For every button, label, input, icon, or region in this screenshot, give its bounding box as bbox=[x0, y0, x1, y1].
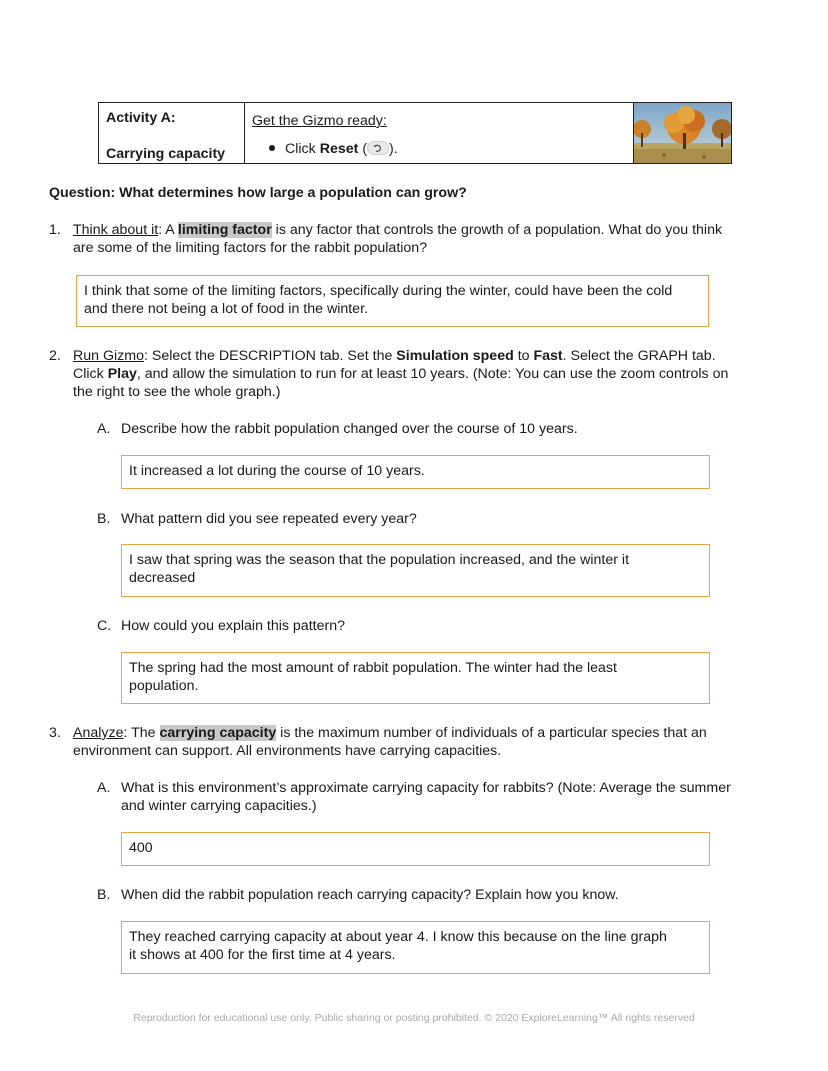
answer-1-line1: I think that some of the limiting factors, specifically during the winter, could have been the cold bbox=[84, 283, 673, 299]
item-1-text-a: A bbox=[162, 222, 178, 238]
item-1-line2: are some of the limiting factors for the rabbit population? bbox=[73, 240, 428, 256]
item-2b-label: B. bbox=[97, 511, 111, 527]
item-2-number: 2. bbox=[49, 348, 61, 364]
item-1-text-b: is any factor that controls the growth of a population. What do you think bbox=[271, 222, 723, 238]
answer-2c-line1: The spring had the most amount of rabbit population. The winter had the least bbox=[129, 660, 617, 676]
item-2-lead: Run Gizmo bbox=[73, 348, 144, 364]
answer-box-2c[interactable] bbox=[121, 652, 710, 704]
item-1-lead: Think about it bbox=[73, 222, 159, 238]
item-2-line2 bbox=[73, 365, 728, 383]
answer-2c-line2: population. bbox=[129, 678, 199, 694]
answer-box-3b[interactable] bbox=[121, 921, 710, 974]
setup-title: Get the Gizmo ready: bbox=[252, 113, 387, 129]
item-2-line2-a: Click bbox=[73, 366, 108, 382]
item-3-text-a: : The bbox=[123, 725, 160, 741]
answer-2b-line1: I saw that spring was the season that the population increased, and the winter it bbox=[129, 552, 630, 568]
item-2-text-e: . Select the GRAPH tab. bbox=[562, 348, 716, 364]
fast-term: Fast bbox=[533, 348, 563, 364]
answer-box-2a[interactable] bbox=[121, 455, 710, 489]
setup-step bbox=[269, 140, 398, 158]
item-3-number: 3. bbox=[49, 725, 61, 741]
activity-label-cell bbox=[99, 103, 245, 163]
autumn-tree-image bbox=[634, 103, 731, 163]
item-2-line2-c: , and allow the simulation to run for at least 10 years. (Note: You can use the zoom controls on bbox=[136, 366, 729, 382]
bullet-icon bbox=[269, 145, 275, 151]
item-3-text-b: is the maximum number of individuals of a particular species that an bbox=[276, 725, 707, 741]
activity-header-table bbox=[98, 102, 732, 164]
answer-box-1[interactable] bbox=[76, 275, 709, 327]
reset-icon bbox=[367, 141, 389, 155]
open-paren: ( bbox=[362, 141, 368, 157]
item-3a-line2: and winter carrying capacities.) bbox=[121, 798, 317, 814]
question-heading: Question: What determines how large a population can grow? bbox=[49, 185, 467, 201]
item-1-line1 bbox=[73, 221, 722, 239]
activity-setup-cell bbox=[245, 103, 634, 163]
activity-label: Activity A: bbox=[106, 110, 176, 126]
item-3-line2: environment can support. All environments have carrying capacities. bbox=[73, 743, 502, 759]
item-3a-line1: What is this environment’s approximate carrying capacity for rabbits? (Note: Average the summer bbox=[121, 780, 731, 796]
item-2a-label: A. bbox=[97, 421, 111, 437]
item-2a-text: Describe how the rabbit population changed over the course of 10 years. bbox=[121, 421, 578, 437]
answer-3b-line2: it shows at 400 for the first time at 4 years. bbox=[129, 947, 396, 963]
item-3-lead: Analyze bbox=[73, 725, 124, 741]
item-2b-text: What pattern did you see repeated every year? bbox=[121, 511, 417, 527]
answer-3a-text: 400 bbox=[129, 840, 153, 856]
activity-name: Carrying capacity bbox=[106, 146, 226, 162]
setup-step-action: Reset bbox=[319, 141, 359, 157]
answer-2b-line2: decreased bbox=[129, 570, 196, 586]
item-3b-label: B. bbox=[97, 887, 111, 903]
simulation-speed-term: Simulation speed bbox=[396, 348, 514, 364]
term-limiting-factor: limiting factor bbox=[177, 222, 272, 238]
item-2-text-c: to bbox=[513, 348, 534, 364]
item-2c-text: How could you explain this pattern? bbox=[121, 618, 345, 634]
answer-1-line2: and there not being a lot of food in the winter. bbox=[84, 301, 368, 317]
item-3a-label: A. bbox=[97, 780, 111, 796]
answer-3b-line1: They reached carrying capacity at about year 4. I know this because on the line graph bbox=[129, 929, 667, 945]
answer-2a-text: It increased a lot during the course of 10 years. bbox=[129, 463, 425, 479]
setup-step-prefix: Click bbox=[285, 141, 316, 157]
item-3-line1 bbox=[73, 724, 707, 742]
item-2c-label: C. bbox=[97, 618, 112, 634]
item-3b-text: When did the rabbit population reach carrying capacity? Explain how you know. bbox=[121, 887, 619, 903]
answer-box-3a[interactable] bbox=[121, 832, 710, 866]
item-1-colon: : bbox=[158, 222, 163, 238]
item-1-number: 1. bbox=[49, 222, 61, 238]
answer-box-2b[interactable] bbox=[121, 544, 710, 597]
item-2-line1 bbox=[73, 347, 716, 365]
item-2-text-a: : Select the DESCRIPTION tab. Set the bbox=[143, 348, 397, 364]
setup-step-suffix: ). bbox=[389, 141, 398, 157]
play-term: Play bbox=[107, 366, 137, 382]
term-carrying-capacity: carrying capacity bbox=[159, 725, 277, 741]
item-2-line3: the right to see the whole graph.) bbox=[73, 384, 281, 400]
copyright-footer: Reproduction for educational use only. Public sharing or posting prohibited. © 2020 ExploreLearning™ All rights reserved bbox=[133, 1012, 695, 1024]
